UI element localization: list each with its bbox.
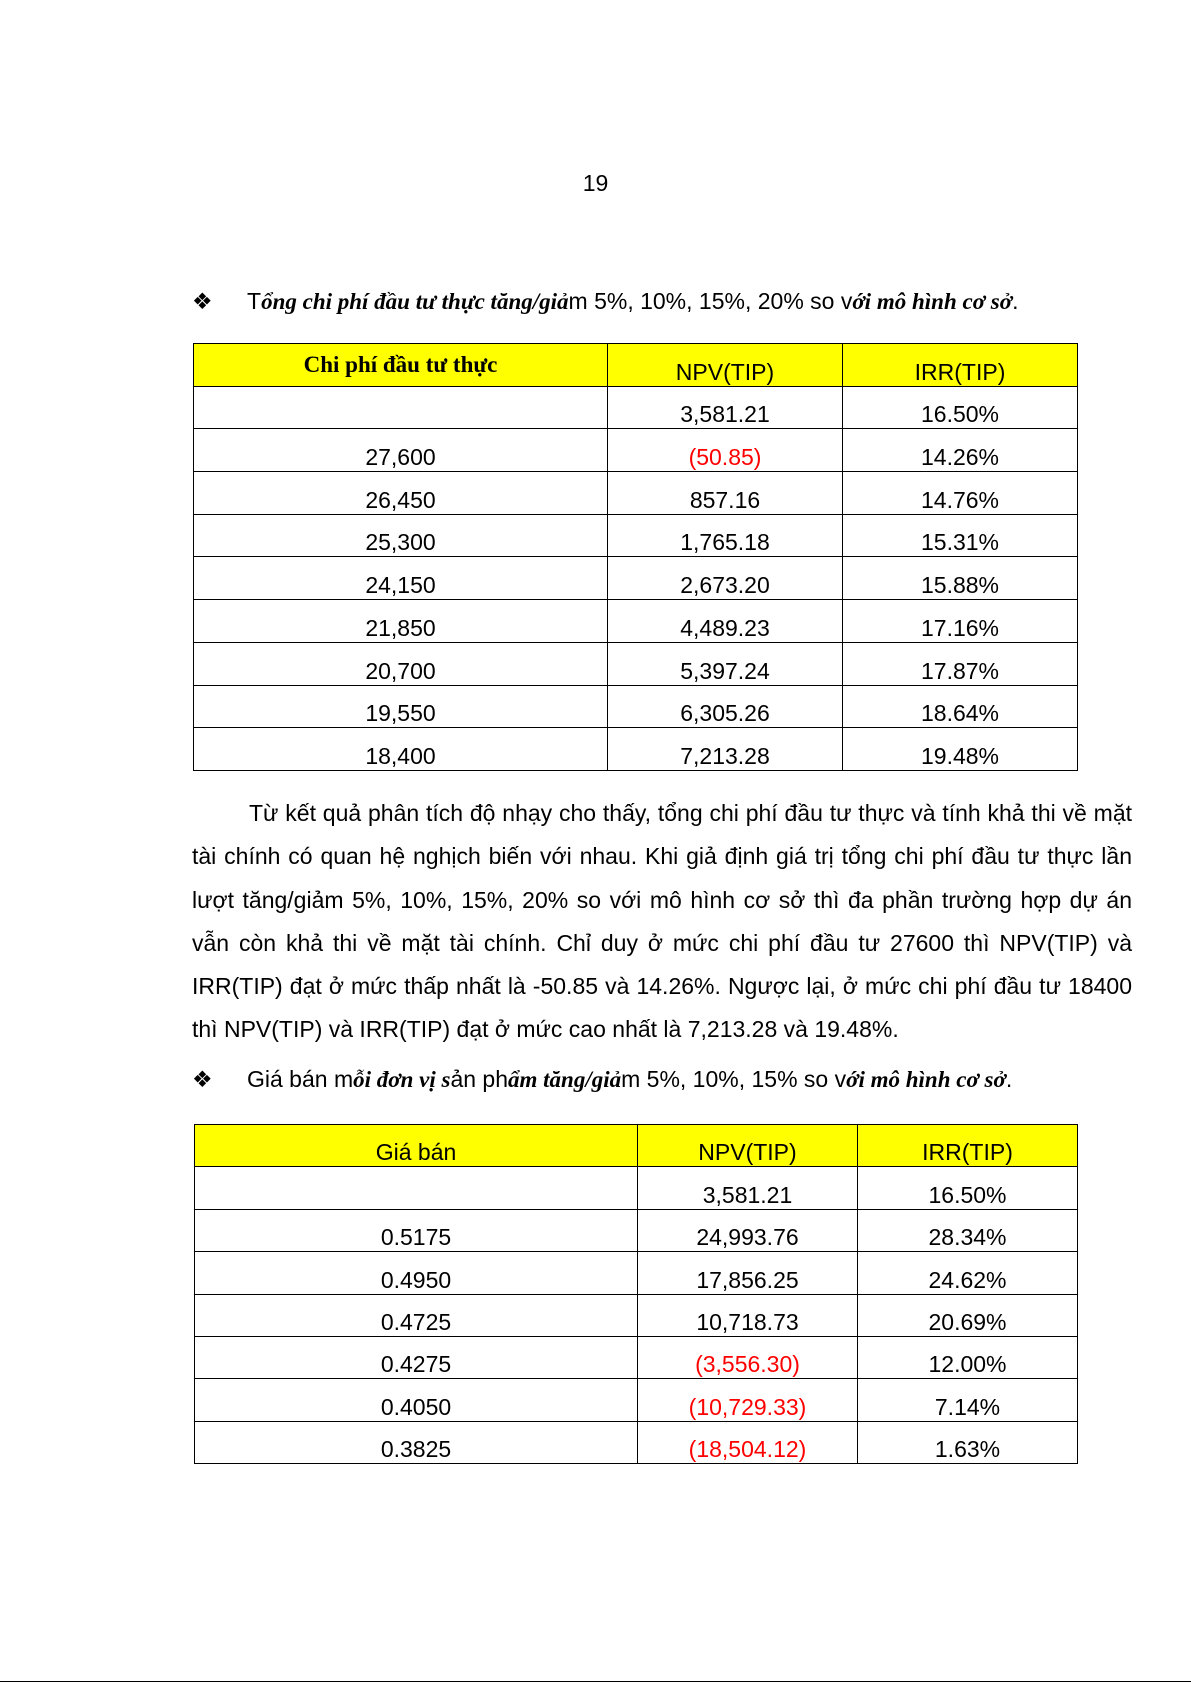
cost-cell: 25,300 xyxy=(194,514,608,557)
heading-text: . xyxy=(1012,288,1019,314)
heading-text: m 5%, 10%, 15%, 20% so v xyxy=(568,288,853,314)
cost-cell: 20,700 xyxy=(194,642,608,685)
npv-cell: 4,489.23 xyxy=(608,600,843,643)
npv-cell: 7,213.28 xyxy=(608,728,843,771)
table-row xyxy=(194,642,1078,685)
heading-text: ới mô hình cơ sở xyxy=(852,289,1013,314)
npv-cell: (10,729.33) xyxy=(638,1379,858,1421)
section-heading-selling-price xyxy=(192,1066,1112,1093)
analysis-paragraph xyxy=(192,792,1132,1052)
irr-cell: 14.76% xyxy=(843,472,1078,515)
table-header-row xyxy=(195,1125,1078,1167)
irr-cell: 7.14% xyxy=(858,1379,1078,1421)
irr-cell: 15.88% xyxy=(843,557,1078,600)
column-header: Chi phí đầu tư thực xyxy=(194,344,608,387)
column-header: NPV(TIP) xyxy=(608,344,843,387)
irr-cell: 20.69% xyxy=(858,1294,1078,1336)
npv-cell: 10,718.73 xyxy=(638,1294,858,1336)
table-row xyxy=(194,472,1078,515)
irr-cell: 24.62% xyxy=(858,1252,1078,1294)
npv-cell: 3,581.21 xyxy=(638,1167,858,1209)
npv-cell: 1,765.18 xyxy=(608,514,843,557)
npv-cell: 2,673.20 xyxy=(608,557,843,600)
irr-cell: 1.63% xyxy=(858,1421,1078,1463)
table-row xyxy=(195,1252,1078,1294)
npv-cell: 857.16 xyxy=(608,472,843,515)
price-cell: 0.4050 xyxy=(195,1379,638,1421)
selling-price-sensitivity-table xyxy=(194,1124,1078,1464)
table-row xyxy=(195,1209,1078,1251)
column-header: NPV(TIP) xyxy=(638,1125,858,1167)
price-cell xyxy=(195,1167,638,1209)
irr-cell: 17.16% xyxy=(843,600,1078,643)
table-row xyxy=(194,600,1078,643)
irr-cell: 16.50% xyxy=(843,386,1078,429)
table-row xyxy=(194,685,1078,728)
cost-cell: 27,600 xyxy=(194,429,608,472)
investment-cost-sensitivity-table xyxy=(193,343,1078,771)
heading-text: ỗi đơn vị s xyxy=(353,1067,451,1092)
table-row xyxy=(195,1167,1078,1209)
price-cell: 0.3825 xyxy=(195,1421,638,1463)
npv-cell: 3,581.21 xyxy=(608,386,843,429)
cost-cell: 21,850 xyxy=(194,600,608,643)
cost-cell: 19,550 xyxy=(194,685,608,728)
heading-text: T xyxy=(247,288,262,314)
cost-cell: 24,150 xyxy=(194,557,608,600)
irr-cell: 14.26% xyxy=(843,429,1078,472)
table-header-row xyxy=(194,344,1078,387)
irr-cell: 18.64% xyxy=(843,685,1078,728)
irr-cell: 15.31% xyxy=(843,514,1078,557)
npv-cell: (50.85) xyxy=(608,429,843,472)
cost-cell: 18,400 xyxy=(194,728,608,771)
irr-cell: 19.48% xyxy=(843,728,1078,771)
table-row xyxy=(195,1421,1078,1463)
table-row xyxy=(194,514,1078,557)
table-row xyxy=(194,386,1078,429)
price-cell: 0.4725 xyxy=(195,1294,638,1336)
npv-cell: 24,993.76 xyxy=(638,1209,858,1251)
heading-text: . xyxy=(1005,1066,1013,1092)
table-row xyxy=(195,1379,1078,1421)
heading-text: ổng chi phí đầu tư thực tăng/giả xyxy=(261,289,569,314)
table-row xyxy=(195,1294,1078,1336)
table-row xyxy=(194,557,1078,600)
heading-text: ẩm tăng/giả xyxy=(508,1067,622,1092)
price-cell: 0.4275 xyxy=(195,1336,638,1378)
page-number: 19 xyxy=(582,170,609,196)
table-row xyxy=(195,1336,1078,1378)
heading-text: ản ph xyxy=(450,1066,508,1092)
diamond-bullet-icon: ❖ xyxy=(192,288,213,314)
table-row xyxy=(194,728,1078,771)
irr-cell: 16.50% xyxy=(858,1167,1078,1209)
irr-cell: 12.00% xyxy=(858,1336,1078,1378)
npv-cell: 6,305.26 xyxy=(608,685,843,728)
section-heading-investment-cost xyxy=(192,288,1112,315)
npv-cell: 17,856.25 xyxy=(638,1252,858,1294)
column-header: IRR(TIP) xyxy=(843,344,1078,387)
cost-cell xyxy=(194,386,608,429)
irr-cell: 28.34% xyxy=(858,1209,1078,1251)
column-header: Giá bán xyxy=(195,1125,638,1167)
npv-cell: (3,556.30) xyxy=(638,1336,858,1378)
heading-text: Giá bán m xyxy=(247,1066,354,1092)
heading-text: ới mô hình cơ sở xyxy=(846,1067,1006,1092)
diamond-bullet-icon: ❖ xyxy=(192,1066,213,1092)
npv-cell: (18,504.12) xyxy=(638,1421,858,1463)
price-cell: 0.4950 xyxy=(195,1252,638,1294)
paragraph-text: Từ kết quả phân tích độ nhạy cho thấy, tổng chi phí đầu tư thực và tính khả thi về mặt tài chính có quan hệ nghịch biến với nhau. Khi giả định giá trị tổng chi phí đầu tư thực lần lượt tăng/giảm 5%, 10%, 15%, 20% so với mô hình cơ sở thì đa phần trường hợp dự án vẫn còn khả thi về mặt tài chính. Chỉ duy ở mức chi phí đầu tư 27600 thì NPV(TIP) và IRR(TIP) đạt ở mức thấp nhất là -50.85 và 14.26%. Ngược lại, ở mức chi phí đầu tư 18400 thì NPV(TIP) và IRR(TIP) đạt ở mức cao nhất là 7,213.28 và 19.48%. xyxy=(192,800,1132,1043)
column-header: IRR(TIP) xyxy=(858,1125,1078,1167)
price-cell: 0.5175 xyxy=(195,1209,638,1251)
irr-cell: 17.87% xyxy=(843,642,1078,685)
heading-text: m 5%, 10%, 15% so v xyxy=(621,1066,847,1092)
footer-divider xyxy=(0,1681,1191,1682)
table-row xyxy=(194,429,1078,472)
cost-cell: 26,450 xyxy=(194,472,608,515)
npv-cell: 5,397.24 xyxy=(608,642,843,685)
